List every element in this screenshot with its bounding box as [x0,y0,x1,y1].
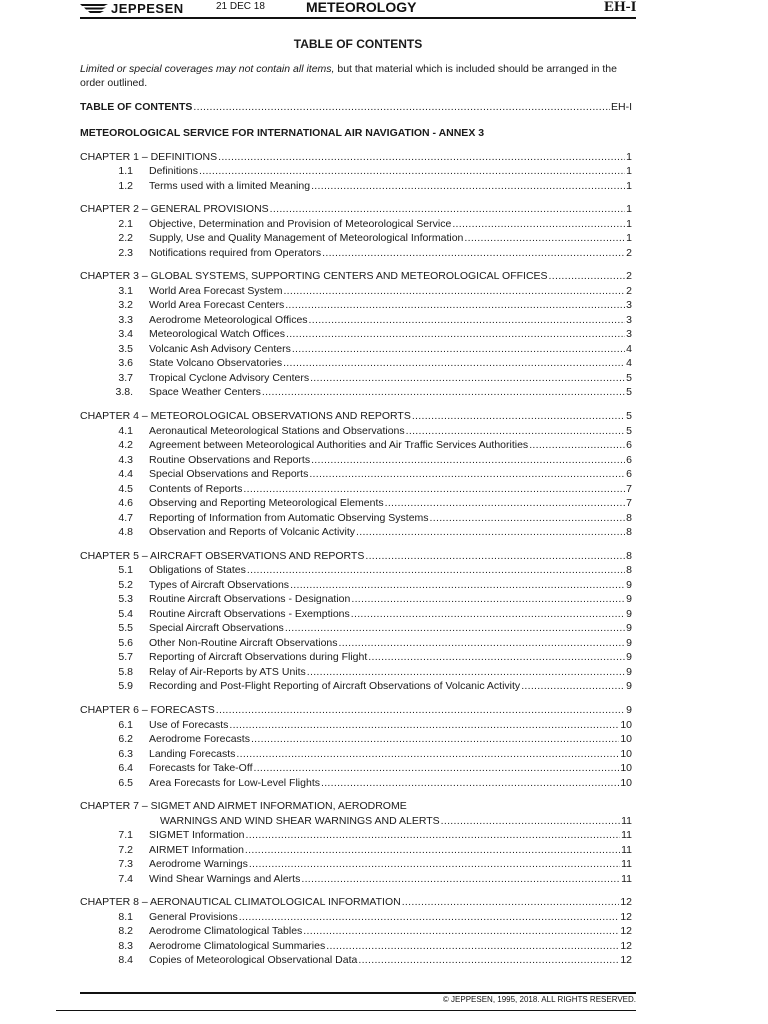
leader-dots [406,424,626,438]
toc-entry[interactable] [80,621,632,635]
entry-label: Obligations of States [149,564,246,577]
leader-dots [199,164,625,178]
entry-number: 2.1 [118,217,133,230]
toc-entry[interactable] [80,718,632,732]
toc-entry[interactable] [80,665,632,679]
entry-label: Types of Aircraft Observations [149,578,290,591]
entry-label: Aerodrome Climatological Summaries [149,939,326,952]
entry-number: 4.5 [118,482,133,495]
jeppesen-wing-icon [80,2,110,14]
toc-entry[interactable] [80,298,632,312]
entry-label: Area Forecasts for Low-Level Flights [149,776,320,789]
toc-entry[interactable] [80,747,632,761]
leader-dots [385,496,626,510]
leader-dots [311,179,625,193]
toc-top-page: EH-I [611,101,632,113]
entry-page: 12 [620,896,632,909]
toc-entry[interactable] [80,953,632,967]
entry-label: SIGMET Information [149,829,245,842]
entry-label: General Provisions [149,910,238,923]
leader-dots [246,828,621,842]
entry-page: 2 [626,246,632,259]
entry-label: CHAPTER 4 – METEOROLOGICAL OBSERVATIONS AND REPORTS [80,410,411,423]
entry-page: 7 [626,482,632,495]
entry-number: 3.2 [118,299,133,312]
entry-page: 1 [626,179,632,192]
revision-date: 21 DEC 18 [216,1,265,12]
toc-entry[interactable] [80,482,632,496]
entry-page: 9 [626,680,632,693]
entry-number: 4.4 [118,468,133,481]
entry-label: World Area Forecast System [149,284,283,297]
toc-entry[interactable] [80,424,632,438]
entry-label: Supply, Use and Quality Management of Meteorological Information [149,232,464,245]
brand-name: JEPPESEN [111,0,184,16]
toc-entry[interactable] [80,179,632,193]
toc-entry[interactable] [80,732,632,746]
leader-dots [303,924,619,938]
entry-label: World Area Forecast Centers [149,299,285,312]
leader-dots [368,650,625,664]
leader-dots [321,776,619,790]
entry-number: 1.2 [118,179,133,192]
toc-entry[interactable] [80,857,632,871]
leader-dots [251,732,619,746]
entry-label: State Volcano Observatories [149,357,283,370]
entry-label: Aerodrome Forecasts [149,733,250,745]
entry-label: Space Weather Centers [149,386,261,399]
entry-number: 7.1 [118,829,133,842]
leader-dots [286,327,625,341]
toc-entry[interactable] [80,246,632,260]
toc-entry[interactable] [80,284,632,298]
leader-dots [307,665,625,679]
leader-dots [441,814,620,828]
leader-dots [365,549,625,563]
entry-page: 3 [626,328,632,341]
entry-page: 4 [626,342,632,355]
chapter-heading[interactable] [80,703,632,717]
leader-dots [309,313,626,327]
entry-number: 4.3 [118,453,133,466]
entry-number: 8.3 [118,939,133,952]
entry-label: Forecasts for Take-Off [149,762,253,774]
entry-page: 11 [621,872,632,885]
annex-heading: METEOROLOGICAL SERVICE FOR INTERNATIONAL AIR NAVIGATION - ANNEX 3 [80,127,485,139]
entry-label: Definitions [149,165,199,177]
entry-number: 5.3 [118,593,133,606]
entry-label: Routine Aircraft Observations - Exemptions [149,607,350,620]
chapter-heading[interactable] [80,549,632,563]
entry-page: 11 [621,814,632,827]
entry-label: Aerodrome Warnings [149,858,248,871]
footer-rule [80,992,636,994]
leader-dots [229,718,619,732]
entry-label: Recording and Post-Flight Reporting of Aircraft Observations of Volcanic Activity [149,680,521,693]
entry-label: Wind Shear Warnings and Alerts [149,872,301,885]
toc-entry[interactable] [80,607,632,621]
toc-entry[interactable] [80,924,632,938]
entry-number: 7.4 [118,872,133,885]
leader-dots [311,453,625,467]
leader-dots [351,592,625,606]
leader-dots [285,298,625,312]
entry-label: Agreement between Meteorological Authorities and Air Traffic Services Authorities [149,439,529,452]
leader-dots [309,467,625,481]
leader-dots [351,607,625,621]
entry-page: 12 [620,939,632,952]
jeppesen-logo [80,1,184,15]
entry-label: CHAPTER 1 – DEFINITIONS [80,150,218,163]
chapter-heading[interactable] [80,269,632,283]
entry-number: 4.2 [118,439,133,452]
entry-number: 4.1 [118,424,133,437]
toc-top-label: TABLE OF CONTENTS [80,101,193,113]
entry-number: 7.3 [118,858,133,871]
entry-page: 6 [626,468,632,481]
entry-label: Meteorological Watch Offices [149,328,285,341]
entry-number: 1.1 [118,165,133,177]
leader-dots [402,895,620,909]
leader-dots [301,872,620,886]
chapter-heading[interactable] [80,799,407,813]
entry-page: 5 [626,371,632,384]
entry-page: 9 [626,578,632,591]
toc-entry[interactable] [80,217,632,231]
entry-number: 3.7 [118,371,133,384]
entry-label: Notifications required from Operators [149,246,322,259]
toc-entry[interactable] [80,356,632,370]
entry-number: 2.3 [118,246,133,259]
entry-label: CHAPTER 5 – AIRCRAFT OBSERVATIONS AND REPORTS [80,549,365,562]
entry-number: 5.6 [118,636,133,649]
toc-top-entry[interactable] [80,100,632,114]
chapter-heading[interactable] [80,895,632,909]
entry-page: 1 [626,232,632,245]
entry-page: 6 [626,439,632,452]
toc-entry[interactable] [80,342,632,356]
leader-dots [243,482,625,496]
entry-number: 2.2 [118,232,133,245]
entry-number: 4.7 [118,511,133,524]
entry-label: Routine Aircraft Observations - Designation [149,593,351,606]
toc-entry[interactable] [80,776,632,790]
leader-dots [249,857,620,871]
entry-page: 8 [626,549,632,562]
entry-number: 8.4 [118,954,133,967]
entry-label: Copies of Meteorological Observational Data [149,954,358,967]
entry-number: 3.1 [118,284,133,297]
leader-dots [283,284,625,298]
chapter-heading[interactable] [80,409,632,423]
entry-page: 10 [620,762,632,774]
entry-page: 4 [626,357,632,370]
entry-label: Contents of Reports [149,482,243,495]
entry-page: 9 [626,636,632,649]
entry-label: Use of Forecasts [149,718,229,731]
entry-label: AIRMET Information [149,843,244,856]
entry-label: Special Observations and Reports [149,468,309,481]
toc-entry[interactable] [80,327,632,341]
entry-label: CHAPTER 3 – GLOBAL SYSTEMS, SUPPORTING CENTERS AND METEOROLOGICAL OFFICES [80,270,548,283]
entry-number: 3.4 [118,328,133,341]
entry-label: CHAPTER 8 – AERONAUTICAL CLIMATOLOGICAL INFORMATION [80,896,401,909]
entry-number: 6.5 [118,776,133,789]
toc-entry[interactable] [80,843,632,857]
entry-number: 4.6 [118,497,133,510]
entry-page: 12 [620,954,632,967]
toc-entry[interactable] [80,679,632,693]
section-title: METEOROLOGY [306,0,417,15]
entry-page: 9 [626,593,632,606]
entry-number: 3.6 [118,357,133,370]
leader-dots [218,150,625,164]
copyright: © JEPPESEN, 1995, 2018. ALL RIGHTS RESERVED. [442,995,636,1004]
leader-dots [430,511,626,525]
leader-dots [253,761,619,775]
entry-page: 5 [626,424,632,437]
entry-page: 1 [626,165,632,177]
entry-label: Tropical Cyclone Advisory Centers [149,371,310,384]
entry-label: Objective, Determination and Provision of Meteorological Service [149,217,452,230]
entry-number: 6.4 [118,762,133,774]
entry-page: 9 [626,665,632,678]
toc-entry[interactable] [80,511,632,525]
leader-dots [247,563,625,577]
entry-page: 10 [620,747,632,760]
toc-entry[interactable] [80,650,632,664]
entry-number: 5.1 [118,564,133,577]
leader-dots [549,269,626,283]
toc-entry[interactable] [80,828,632,842]
entry-label: CHAPTER 7 – SIGMET AND AIRMET INFORMATION, AERODROME [80,800,407,813]
entry-number: 5.9 [118,680,133,693]
entry-page: 12 [620,910,632,923]
leader-dots [529,438,625,452]
toc-entry[interactable] [80,910,632,924]
entry-number: 5.8 [118,665,133,678]
toc-entry[interactable] [80,592,632,606]
entry-page: 9 [626,704,632,716]
entry-number: 5.5 [118,622,133,635]
toc-entry[interactable] [80,313,632,327]
leader-dots [290,578,625,592]
toc-entry[interactable] [80,939,632,953]
toc-entry[interactable] [80,636,632,650]
toc-entry[interactable] [80,385,632,399]
leader-dots [358,953,619,967]
entry-number: 3.5 [118,342,133,355]
leader-dots [464,231,625,245]
toc-entry[interactable] [80,525,632,539]
entry-page: 11 [621,858,632,871]
entry-label: Aerodrome Meteorological Offices [149,313,308,326]
entry-label: Aerodrome Climatological Tables [149,925,303,938]
entry-page: 8 [626,526,632,539]
entry-page: 2 [626,270,632,283]
entry-page: 6 [626,453,632,466]
intro-note [80,62,636,90]
entry-number: 5.2 [118,578,133,591]
entry-page: 11 [621,829,632,842]
entry-page: 1 [626,217,632,230]
entry-page: 3 [626,313,632,326]
entry-page: 5 [626,386,632,399]
entry-number: 8.2 [118,925,133,938]
entry-page: 1 [626,150,632,163]
leader-dots [270,202,625,216]
entry-page: 10 [620,718,632,731]
entry-number: 5.4 [118,607,133,620]
entry-label: Observing and Reporting Meteorological Elements [149,497,384,510]
entry-page: 5 [626,410,632,423]
entry-page: 10 [620,776,632,789]
toc-entry[interactable] [80,872,632,886]
leader-dots [292,342,625,356]
footer-rule-lower [56,1010,636,1011]
entry-number: 5.7 [118,651,133,664]
entry-label: Observation and Reports of Volcanic Activity [149,526,356,539]
entry-page: 12 [620,925,632,938]
toc-entry[interactable] [80,496,632,510]
entry-label: Landing Forecasts [149,747,236,760]
leader-dots [236,747,619,761]
leader-dots [239,910,620,924]
entry-page: 11 [621,843,632,856]
leader-dots [310,371,625,385]
entry-page: 7 [626,497,632,510]
leader-dots [356,525,625,539]
entry-page: 9 [626,651,632,664]
toc-entry[interactable] [80,164,632,178]
leader-dots [452,217,625,231]
entry-number: 7.2 [118,843,133,856]
leader-dots [339,636,626,650]
entry-number: 8.1 [118,910,133,923]
page-number: EH-I [604,0,637,15]
leader-dots [521,679,625,693]
entry-label: Terms used with a limited Meaning [149,179,311,192]
page-header [0,0,768,18]
leader-dots [193,100,610,114]
toc-entry[interactable] [80,453,632,467]
toc-entry[interactable] [80,563,632,577]
toc-entry[interactable] [80,761,632,775]
toc-entry[interactable] [80,467,632,481]
entry-number: 3.8. [115,386,133,399]
entry-page: 8 [626,511,632,524]
entry-number: 4.8 [118,526,133,539]
entry-label: Reporting of Aircraft Observations during Flight [149,651,368,664]
leader-dots [245,843,620,857]
leader-dots [283,356,625,370]
intro-italic: Limited or special coverages may not contain all items, [80,63,335,75]
entry-label: Other Non-Routine Aircraft Observations [149,636,338,649]
leader-dots [326,939,619,953]
entry-page: 2 [626,284,632,297]
entry-label: WARNINGS AND WIND SHEAR WARNINGS AND ALERTS [160,814,440,827]
chapter-heading[interactable] [80,150,632,164]
leader-dots [216,703,625,717]
leader-dots [262,385,625,399]
entry-page: 3 [626,299,632,312]
toc-entry[interactable] [80,371,632,385]
document-title: TABLE OF CONTENTS [293,37,423,51]
header-rule [80,17,636,19]
entry-label: Special Aircraft Observations [149,622,284,635]
entry-page: 10 [620,733,632,745]
entry-label: Routine Observations and Reports [149,453,311,466]
entry-label: Reporting of Information from Automatic Observing Systems [149,511,429,524]
chapter-heading-cont[interactable] [80,814,632,828]
chapter-heading[interactable] [80,202,632,216]
entry-page: 8 [626,564,632,577]
intro-rest: but that material which is included should be arranged in the order outlined. [80,63,617,89]
entry-number: 6.3 [118,747,133,760]
entry-number: 6.2 [118,733,133,745]
toc-entry[interactable] [80,578,632,592]
entry-page: 9 [626,622,632,635]
leader-dots [412,409,625,423]
entry-label: CHAPTER 6 – FORECASTS [80,704,215,716]
leader-dots [285,621,625,635]
entry-number: 6.1 [118,718,133,731]
toc-entry[interactable] [80,438,632,452]
toc-entry[interactable] [80,231,632,245]
entry-label: Volcanic Ash Advisory Centers [149,342,291,355]
leader-dots [322,246,625,260]
entry-label: CHAPTER 2 – GENERAL PROVISIONS [80,203,269,216]
entry-page: 1 [626,203,632,216]
entry-number: 3.3 [118,313,133,326]
entry-page: 9 [626,607,632,620]
entry-label: Aeronautical Meteorological Stations and Observations [149,424,405,437]
entry-label: Relay of Air-Reports by ATS Units [149,665,306,678]
